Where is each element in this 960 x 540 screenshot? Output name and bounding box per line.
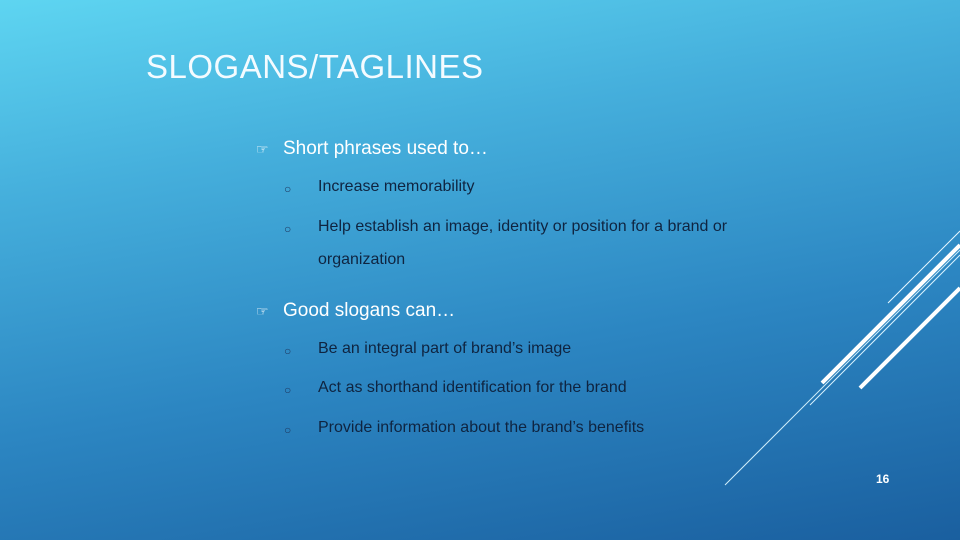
section-heading: Good slogans can… xyxy=(283,300,456,321)
list-item: Be an integral part of brand’s image xyxy=(318,340,572,357)
hollow-circle-icon: ○ xyxy=(284,222,292,236)
list-item: Provide information about the brand’s benefits xyxy=(318,419,645,436)
diamond-arrow-icon: ☞ xyxy=(256,141,269,157)
list-item: Act as shorthand identification for the brand xyxy=(318,379,627,396)
hollow-circle-icon: ○ xyxy=(284,423,292,437)
list-item: Increase memorability xyxy=(318,178,475,195)
slide-title: SLOGANS/TAGLINES xyxy=(146,48,484,85)
hollow-circle-icon: ○ xyxy=(284,383,292,397)
hollow-circle-icon: ○ xyxy=(284,182,292,196)
list-item: Help establish an image, identity or position for a brand or organization xyxy=(318,218,728,268)
page-number: 16 xyxy=(876,472,890,486)
hollow-circle-icon: ○ xyxy=(284,344,292,358)
diamond-arrow-icon: ☞ xyxy=(256,303,269,319)
section-heading: Short phrases used to… xyxy=(283,138,488,159)
